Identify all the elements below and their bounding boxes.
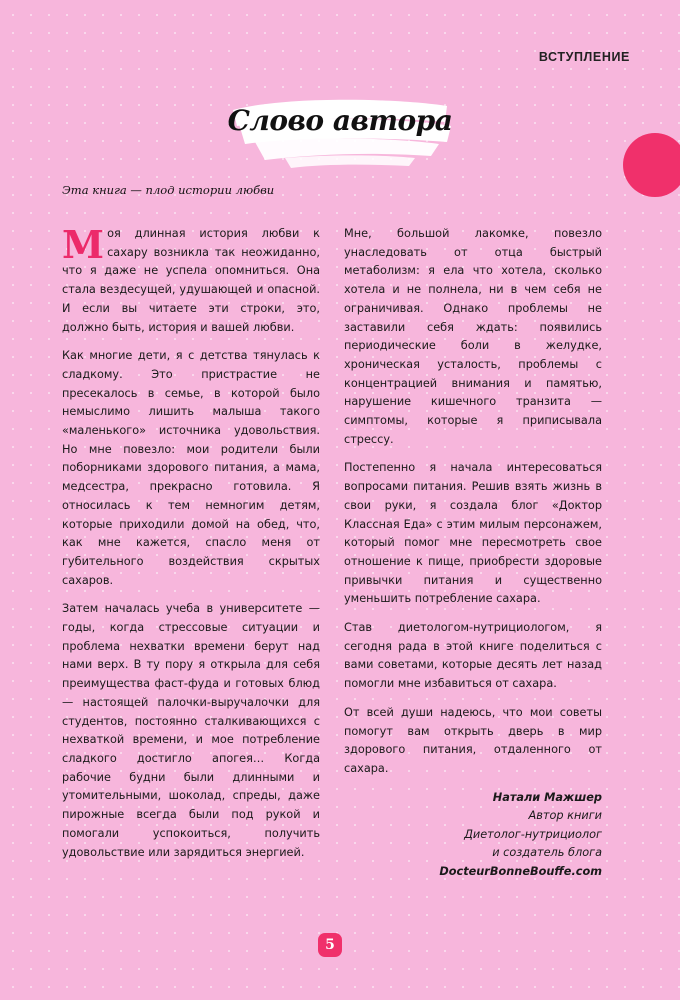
subtitle: Эта книга — плод истории любви	[62, 183, 275, 197]
paragraph: Постепенно я начала интересоваться вопросами питания. Решив взять жизнь в свои руки, я создала блог «Доктор Классная Еда» с этим милым персонажем, который помог мне пересмотреть свое отношение к пище, приобрести здоровые привычки питания и существенно уменьшить потребление сахара.	[344, 461, 602, 606]
right-column	[344, 225, 602, 881]
section-label: ВСТУПЛЕНИЕ	[538, 50, 630, 64]
author-blog-line: и создатель блога	[492, 846, 602, 860]
title-block	[225, 92, 455, 172]
paragraph: Мне, большой лакомке, повезло унаследовать от отца быстрый метаболизм: я ела что хотела, сколько хотела и не полнела, ни в чем себя не ограничивая. Однако проблемы не заставили себя ждать: появились периодические боли в желудке, хроническая усталость, проблемы с концентрацией внимания и памятью, нарушение кишечного транзита — симптомы, которые я приписывала стрессу.	[344, 227, 602, 446]
decorative-circle	[623, 133, 680, 197]
paragraph: Затем началась учеба в университете — годы, когда стрессовые ситуации и проблема нехватки времени берут над нами верх. В ту пору я открыла для себя преимущества фаст-фуда и готовых блюд — настоящей палочки-выручалочки для студентов, постоянно сталкивающихся с нехваткой времени, и мое потребление сладкого достигло апогея… Когда рабочие будни были длинными и утомительными, шоколад, спреды, даже пирожные всегда были под рукой и помогали успокоиться, получить удовольствие или зарядиться энергией.	[62, 602, 320, 859]
paragraph: Как многие дети, я с детства тянулась к сладкому. Это пристрастие не пресекалось в семье, в которой было немыслимо лишить малыша такого «маленького» источника удовольствия. Но мне повезло: мои родители были поборниками здорового питания, а мама, медсестра, прекрасно готовила. Я относилась к тем немногим детям, которые приходили домой на обед, что, как мне кажется, спасло меня от губительного воздействия скрытых сахаров.	[62, 349, 320, 587]
drop-cap: М	[62, 222, 105, 267]
paragraph	[62, 222, 320, 337]
left-column	[62, 222, 320, 872]
author-name: Натали Мажшер	[492, 790, 602, 804]
page-title: Слово автора	[227, 104, 453, 137]
author-profession: Диетолог-нутрициолог	[464, 827, 602, 841]
blog-site: DocteurBonneBouffe.com	[439, 864, 602, 878]
paragraph-text: оя длинная история любви к сахару возникла так неожиданно, что я даже не успела опомниться. Она стала вездесущей, удушающей и опасной. И если вы читаете эти строки, это, должно быть, история и вашей любви.	[62, 227, 320, 334]
paragraph: От всей души надеюсь, что мои советы помогут вам открыть дверь в мир здорового питания, отдаленного от сахара.	[344, 705, 602, 775]
paragraph: Став диетологом-нутрициологом, я сегодня рада в этой книге поделиться с вами советами, которые десять лет назад помогли мне избавиться от сахара.	[344, 621, 602, 691]
author-role: Автор книги	[528, 809, 602, 823]
page-number: 5	[318, 933, 342, 957]
author-signature	[344, 789, 602, 882]
